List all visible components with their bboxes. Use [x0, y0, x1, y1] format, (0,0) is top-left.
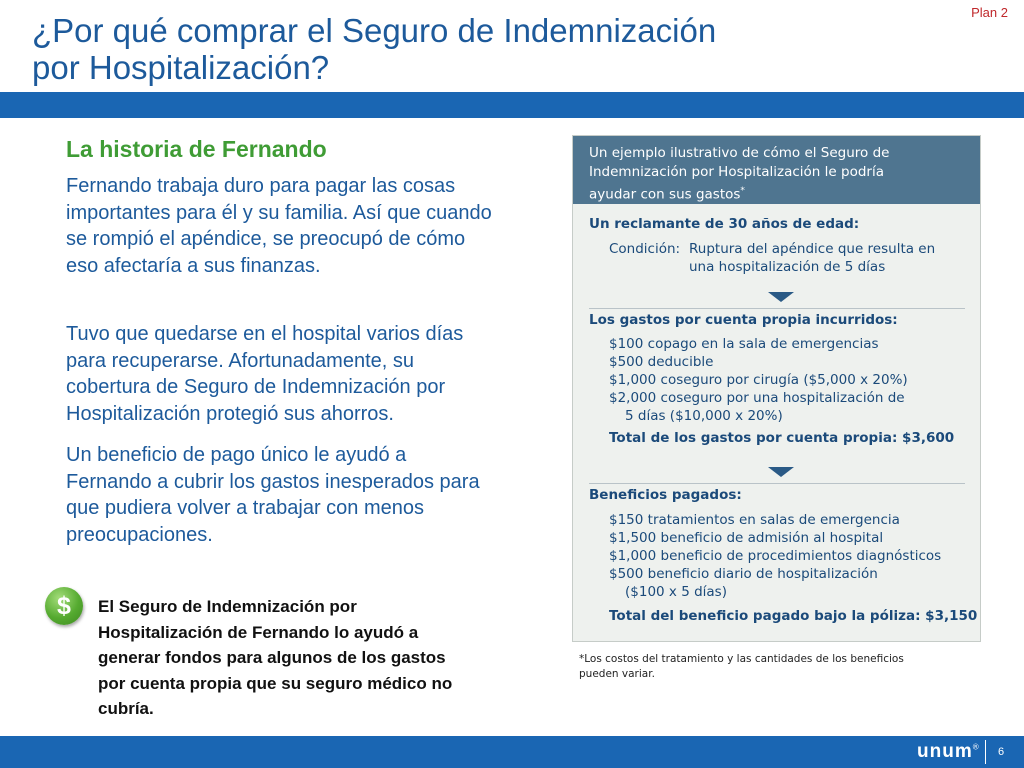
header-band — [0, 92, 1024, 118]
example-header-text — [589, 144, 969, 205]
story-paragraph-2: Tuvo que quedarse en el hospital varios días para recuperarse. Afortunadamente, su cobertura de Seguro de Indemnización por Hospitalización protegió sus ahorros. — [66, 323, 464, 425]
story-paragraph-3: Un beneficio de pago único le ayudó a Fernando a cubrir los gastos inesperados para que pudiera volver a trabajar con menos preocupaciones. — [66, 444, 480, 546]
benefits-title: Beneficios pagados: — [589, 487, 742, 503]
footnote-line-2: pueden variar. — [579, 667, 655, 680]
asterisk-mark: * — [740, 186, 745, 196]
title-line-1: ¿Por qué comprar el Seguro de Indemnización — [32, 12, 717, 49]
example-header-line-2: Indemnización por Hospitalización le podría — [589, 164, 884, 180]
expense-item: $2,000 coseguro por una hospitalización de — [609, 390, 905, 406]
example-header — [573, 136, 980, 204]
example-header-line-3: ayudar con sus gastos — [589, 186, 741, 203]
page-number: 6 — [998, 746, 1005, 758]
expenses-total: Total de los gastos por cuenta propia: $3,600 — [609, 430, 955, 446]
divider — [589, 308, 965, 309]
expense-item: $1,000 coseguro por cirugía ($5,000 x 20%) — [609, 372, 908, 388]
benefit-item: ($100 x 5 días) — [625, 584, 727, 600]
footer-band — [0, 736, 1024, 768]
expense-item: 5 días ($10,000 x 20%) — [625, 408, 783, 424]
divider — [589, 483, 965, 484]
unum-logo — [917, 741, 980, 763]
plan-tag: Plan 2 — [971, 5, 1008, 20]
claimant-title: Un reclamante de 30 años de edad: — [589, 216, 860, 232]
benefit-item: $150 tratamientos en salas de emergencia — [609, 512, 900, 528]
condition-line-1: Ruptura del apéndice que resulta en — [689, 241, 936, 257]
benefits-total: Total del beneficio pagado bajo la póliza: $3,150 — [609, 608, 978, 624]
example-header-line-1: Un ejemplo ilustrativo de cómo el Seguro de — [589, 145, 890, 161]
example-box — [572, 135, 981, 642]
footnote — [579, 652, 969, 681]
footer-divider — [985, 740, 986, 764]
registered-mark: ® — [972, 742, 980, 752]
page-title — [32, 12, 716, 86]
footnote-line-1: *Los costos del tratamiento y las cantidades de los beneficios — [579, 653, 904, 665]
logo-text: unum — [917, 741, 973, 762]
expense-item: $100 copago en la sala de emergencias — [609, 336, 879, 352]
benefit-item: $1,500 beneficio de admisión al hospital — [609, 530, 884, 546]
dollar-icon: $ — [45, 587, 83, 625]
story-paragraph-1: Fernando trabaja duro para pagar las cosas importantes para él y su familia. Así que cuando se rompió el apéndice, se preocupó de cómo eso afectaría a sus finanzas. — [66, 175, 492, 277]
title-line-2: por Hospitalización? — [32, 49, 330, 86]
benefit-item: $1,000 beneficio de procedimientos diagnósticos — [609, 548, 942, 564]
expenses-title: Los gastos por cuenta propia incurridos: — [589, 312, 898, 328]
condition-label: Condición: — [609, 241, 681, 257]
story-heading: La historia de Fernando — [66, 136, 327, 162]
down-arrow-icon — [768, 467, 794, 477]
benefit-item: $500 beneficio diario de hospitalización — [609, 566, 878, 582]
condition-line-2: una hospitalización de 5 días — [689, 259, 886, 275]
down-arrow-icon — [768, 292, 794, 302]
expense-item: $500 deducible — [609, 354, 714, 370]
callout-text: El Seguro de Indemnización por Hospitalización de Fernando lo ayudó a generar fondos para algunos de los gastos por cuenta propia que su seguro médico no cubría. — [98, 597, 453, 718]
